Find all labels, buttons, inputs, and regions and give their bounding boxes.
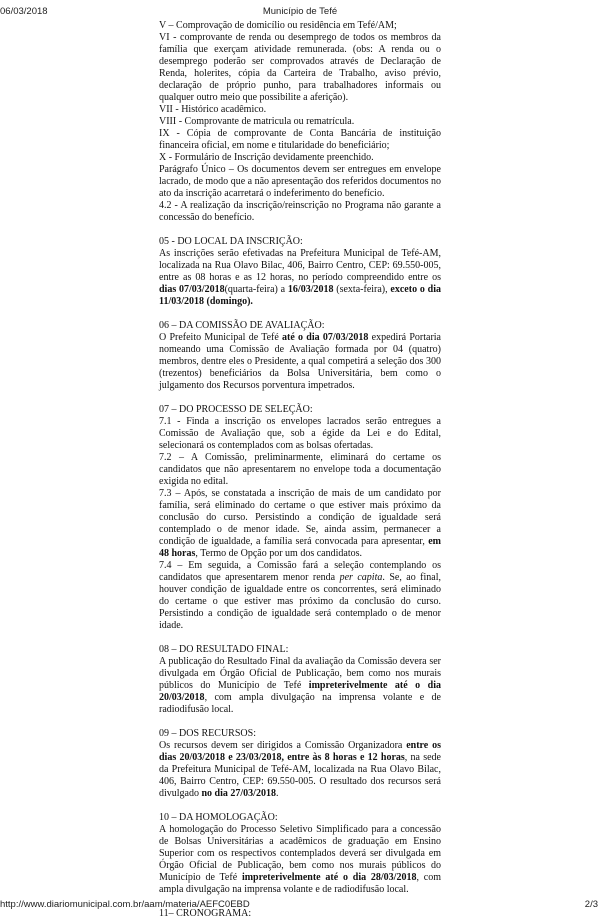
document-body [159,20,441,920]
section-11-heading: 11– CRONOGRAMA: [159,908,252,919]
item-4-2: 4.2 - A realização da inscrição/reinscrição no Programa não garante a concessão do benefício. [159,200,441,223]
item-x: X - Formulário de Inscrição devidamente preenchido. [159,152,374,163]
item-7-2: 7.2 – A Comissão, preliminarmente, eliminará do certame os candidatos que não apresentarem no envelope toda a documentação exigida no edital. [159,452,441,487]
section-09-text: Os recursos devem ser dirigidos a Comissão Organizadora entre os dias 20/03/2018 e 23/03/2018, entre às 8 horas e 12 horas, na sede da Prefeitura Municipal de Tefé-AM, localizada na Rua Olavo Bilac, 406, Bairro Centro, CEP: 69.550-005. O resultado dos recursos será divulgado no dia 27/03/2018. [159,740,441,799]
section-10-text: A homologação do Processo Seletivo Simplificado para a concessão de Bolsas Universitárias a acadêmicos de graduação em Ensino Superior com os respectivos contemplados deverá ser divulgada em Órgão Oficial de Publicação, bem como nos murais públicos do Município de Tefé impreterivelmente até o dia 28/03/2018, com ampla divulgação na imprensa volante e de radiodifusão local. [159,824,441,895]
item-7-3: 7.3 – Após, se constatada a inscrição de mais de um candidato por família, será eliminado do certame o que estiver mais próximo da conclusão do curso. Persistindo a condição de igualdade será contemplado o de menor idade. Se, ainda assim, permanecer a condição de igualdade, a família será convocada para apresentar, em 48 horas, Termo de Opção por um dos candidatos. [159,488,441,559]
section-10-heading: 10 – DA HOMOLOGAÇÃO: [159,812,278,823]
section-06-heading: 06 – DA COMISSÃO DE AVALIAÇÃO: [159,320,325,331]
section-09-heading: 09 – DOS RECURSOS: [159,728,256,739]
section-07-heading: 07 – DO PROCESSO DE SELEÇÃO: [159,404,313,415]
page-number: 2/3 [584,899,598,910]
section-08-heading: 08 – DO RESULTADO FINAL: [159,644,289,655]
item-viii: VIII - Comprovante de matricula ou rematrícula. [159,116,355,127]
print-title: Município de Tefé [262,6,338,17]
print-date: 06/03/2018 [0,6,48,17]
section-06-text: O Prefeito Municipal de Tefé até o dia 07/03/2018 expedirá Portaria nomeando uma Comissão de Avaliação formada por 04 (quatro) membros, dentre eles o Presidente, a qual competirá a seleção dos 300 (trezentos) beneficiários da Bolsa Universitária, bem como o julgamento dos Recursos porventura impetrados. [159,332,441,391]
item-7-1: 7.1 - Finda a inscrição os envelopes lacrados serão entregues a Comissão de Avaliação que, sob a égide da Lei e do Edital, selecionará os contemplados com as bolsas ofertadas. [159,416,441,451]
section-05-text: As inscrições serão efetivadas na Prefeitura Municipal de Tefé-AM, localizada na Rua Olavo Bilac, 406, Bairro Centro, CEP: 69.550-005, entre as 08 horas e as 12 horas, no período compreendido entre os dias 07/03/2018(quarta-feira) a 16/03/2018 (sexta-feira), exceto o dia 11/03/2018 (domingo). [159,248,441,307]
item-vii: VII - Histórico acadêmico. [159,104,267,115]
section-08-text: A publicação do Resultado Final da avaliação da Comissão devera ser divulgada em Órgão Oficial de Publicação, bem como nos murais públicos do Município de Tefé impreterivelmente até o dia 20/03/2018, com ampla divulgação na imprensa volante e de radiodifusão local. [159,656,441,715]
print-footer [0,898,600,914]
item-vi: VI - comprovante de renda ou desemprego de todos os membros da família que exerçam atividade remunerada. (obs: A renda ou o desemprego poderão ser comprovados através de Declaração de Renda, holerites, cópia da Carteira de Trabalho, aviso prévio, declaração de próprio punho, para trabalhadores informais ou qualquer outro meio que possibilite a aferição). [159,32,441,103]
item-ix: IX - Cópia de comprovante de Conta Bancária de instituição financeira oficial, em nome e titularidade do beneficiário; [159,128,441,151]
item-v: V – Comprovação de domicílio ou residência em Tefé/AM; [159,20,397,31]
paragrafo-unico: Parágrafo Único – Os documentos devem ser entregues em envelope lacrado, de modo que a não apresentação dos referidos documentos no ato da inscrição acarretará o indeferimento do benefício. [159,164,441,199]
item-7-4: 7.4 – Em seguida, a Comissão fará a seleção contemplando os candidatos que apresentarem menor renda per capita. Se, ao final, houver condição de igualdade entre os concorrentes, será eliminado do certame o que estiver mas próximo da conclusão do curso. Persistindo a condição de igualdade será contemplado o de menor idade. [159,560,442,631]
page-url[interactable]: http://www.diariomunicipal.com.br/aam/materia/AEFC0EBD [0,899,250,910]
print-header [0,0,600,18]
section-05-heading: 05 - DO LOCAL DA INSCRIÇÃO: [159,236,303,247]
